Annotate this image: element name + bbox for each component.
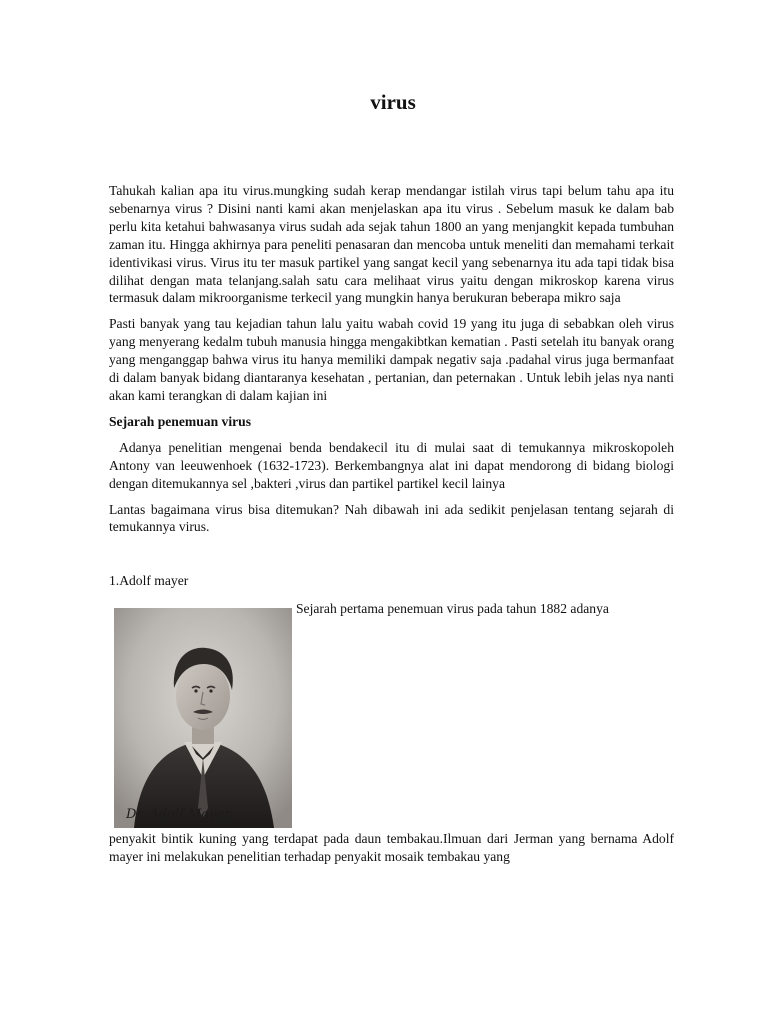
section-heading: Sejarah penemuan virus <box>109 413 251 429</box>
photo-row <box>109 600 674 830</box>
section-paragraph-2: Lantas bagaimana virus bisa ditemukan? Nah dibawah ini ada sedikit penjelasan tentang sejarah di temukannya virus. <box>109 501 674 535</box>
adolf-mayer-portrait-photo <box>114 608 292 828</box>
item-title: 1.Adolf mayer <box>109 573 189 589</box>
svg-text:Dr. Adolf Mayer: Dr. Adolf Mayer <box>126 807 231 823</box>
intro-paragraph-1: Tahukah kalian apa itu virus.mungking sudah kerap mendangar istilah virus tapi belum tahu apa itu sebenarnya virus ? Disini nanti kami akan menjelaskan apa itu virus . Sebelum masuk ke dalam bab perlu kita ketahui bahwasanya virus sudah ada sejak tahun 1800 an yang menjangkit kepada tumbuhan zaman itu. Hingga akhirnya para peneliti penasaran dan mencoba untuk meneliti dan memahami terkait identivikasi virus. Virus itu ter masuk partikel yang sangat kecil yang sebenarnya itu ada tapi tidak bisa dilihat dengan mata telanjang.salah satu cara melihaat virus yaitu dengan mikroskop karena virus termasuk dalam mikroorganisme terkecil yang mungkin hanya berukuran beberapa mikro saja <box>109 183 674 306</box>
section-paragraph-1: Adanya penelitian mengenai benda bendakecil itu di mulai saat di temukannya mikroskopoleh Antony van leeuwenhoek (1632-1723). Berkembangnya alat ini dapat mendorong di bidang biologi dengan ditemukannya sel ,bakteri ,virus dan partikel partikel kecil lainya <box>109 439 674 491</box>
item-continuation-paragraph: penyakit bintik kuning yang terdapat pada daun tembakau.Ilmuan dari Jerman yang bernama Adolf mayer ini melakukan penelitian terhadap penyakit mosaik tembakau yang <box>109 831 674 865</box>
document-title: virus <box>370 90 416 114</box>
document-body <box>109 182 674 874</box>
intro-paragraph-2: Pasti banyak yang tau kejadian tahun lalu yaitu wabah covid 19 yang itu juga di sebabkan oleh virus yang menyerang kedalm tubuh manusia hingga mengakibtkan kematian . Pasti setelah itu banyak orang yang menganggap bahwa virus itu hanya memiliki dampak negativ saja .padahal virus juga bermanfaat di dalam banyak bidang diantaranya kesehatan , pertanian, dan peternakan . Untuk lebih jelas nya nanti akan kami terangkan di dalam kajian ini <box>109 316 674 403</box>
photo-side-caption: Sejarah pertama penemuan virus pada tahun 1882 adanya <box>296 601 609 617</box>
